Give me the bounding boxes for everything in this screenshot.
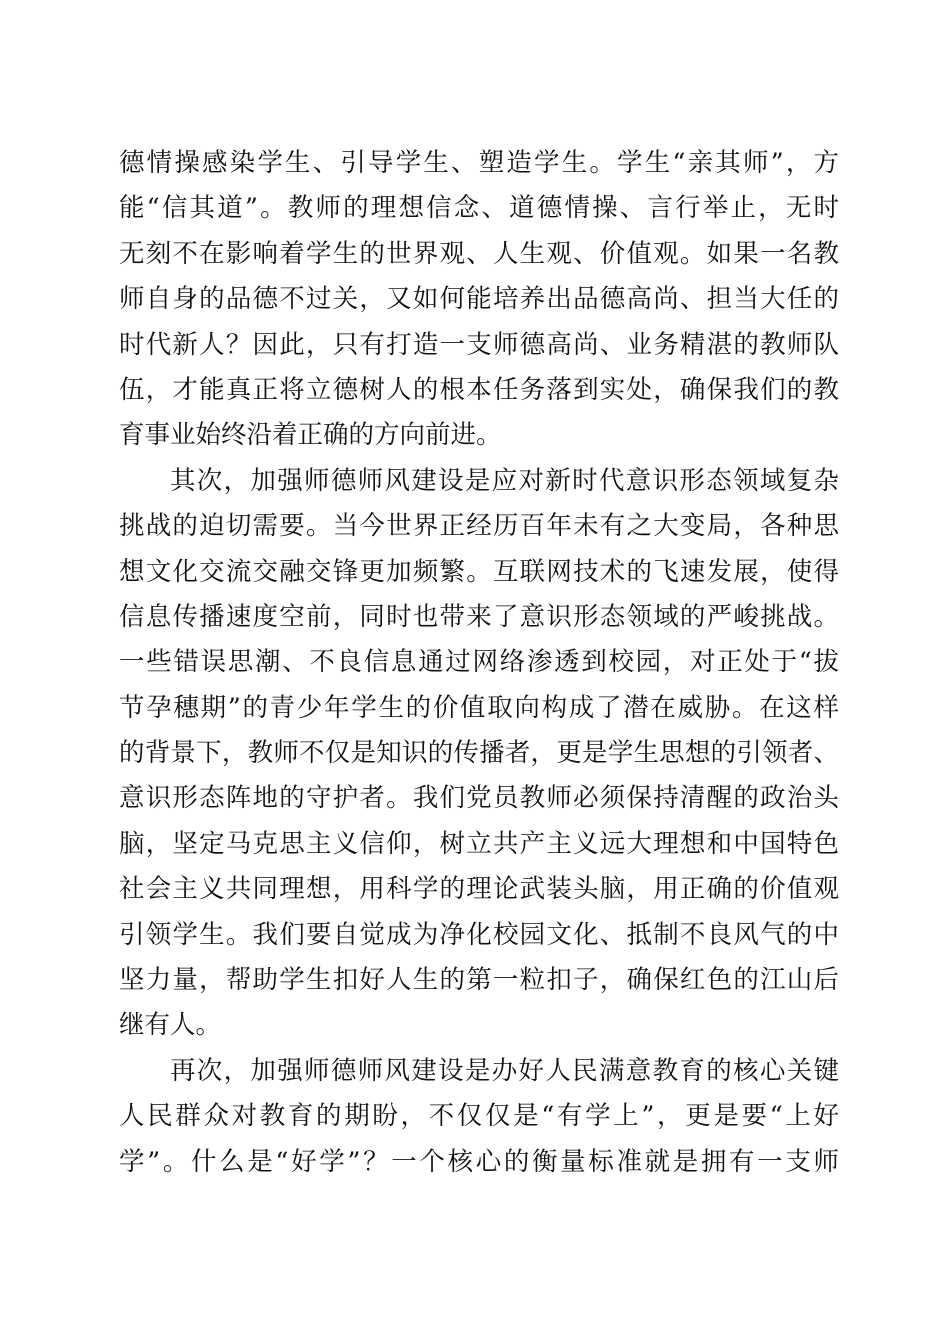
- paragraph-2: [119, 459, 839, 1049]
- text-line: 社会主义共同理想，用科学的理论武装头脑，用正确的价值观: [119, 874, 839, 905]
- paragraph-3: [119, 1049, 839, 1185]
- text-line: 时代新人？因此，只有打造一支师德高尚、业务精湛的教师队: [119, 329, 839, 360]
- text-line: 的背景下，教师不仅是知识的传播者，更是学生思想的引领者、: [119, 738, 839, 769]
- text-line: 一些错误思潮、不良信息通过网络渗透到校园，对正处于“拔: [119, 647, 839, 678]
- text-line: 师自身的品德不过关，又如何能培养出品德高尚、担当大任的: [119, 284, 839, 315]
- body-text: [119, 141, 839, 1185]
- text-line: 想文化交流交融交锋更加频繁。互联网技术的飞速发展，使得: [119, 556, 839, 587]
- text-line: 育事业始终沿着正确的方向前进。: [119, 420, 502, 451]
- text-line: 能“信其道”。教师的理想信念、道德情操、言行举止，无时: [119, 193, 839, 224]
- text-line: 其次，加强师德师风建设是应对新时代意识形态领域复杂: [170, 465, 839, 496]
- text-line: 继有人。: [119, 1010, 222, 1041]
- text-line: 伍，才能真正将立德树人的根本任务落到实处，确保我们的教: [119, 374, 839, 405]
- text-line: 人民群众对教育的期盼，不仅仅是“有学上”，更是要“上好: [119, 1101, 839, 1132]
- text-line: 信息传播速度空前，同时也带来了意识形态领域的严峻挑战。: [119, 601, 839, 632]
- text-line: 意识形态阵地的守护者。我们党员教师必须保持清醒的政治头: [119, 783, 839, 814]
- text-line: 引领学生。我们要自觉成为净化校园文化、抵制不良风气的中: [119, 919, 839, 950]
- text-line: 节孕穗期”的青少年学生的价值取向构成了潜在威胁。在这样: [119, 692, 839, 723]
- text-line: 学”。什么是“好学”？一个核心的衡量标准就是拥有一支师: [119, 1146, 839, 1177]
- text-line: 坚力量，帮助学生扣好人生的第一粒扣子，确保红色的江山后: [119, 965, 839, 996]
- text-line: 脑，坚定马克思主义信仰，树立共产主义远大理想和中国特色: [119, 828, 839, 859]
- text-line: 挑战的迫切需要。当今世界正经历百年未有之大变局，各种思: [119, 511, 839, 542]
- text-line: 德情操感染学生、引导学生、塑造学生。学生“亲其师”，方: [119, 148, 839, 178]
- text-line: 再次，加强师德师风建设是办好人民满意教育的核心关键: [170, 1055, 839, 1086]
- paragraph-1: [119, 141, 839, 459]
- text-line: 无刻不在影响着学生的世界观、人生观、价值观。如果一名教: [119, 238, 839, 269]
